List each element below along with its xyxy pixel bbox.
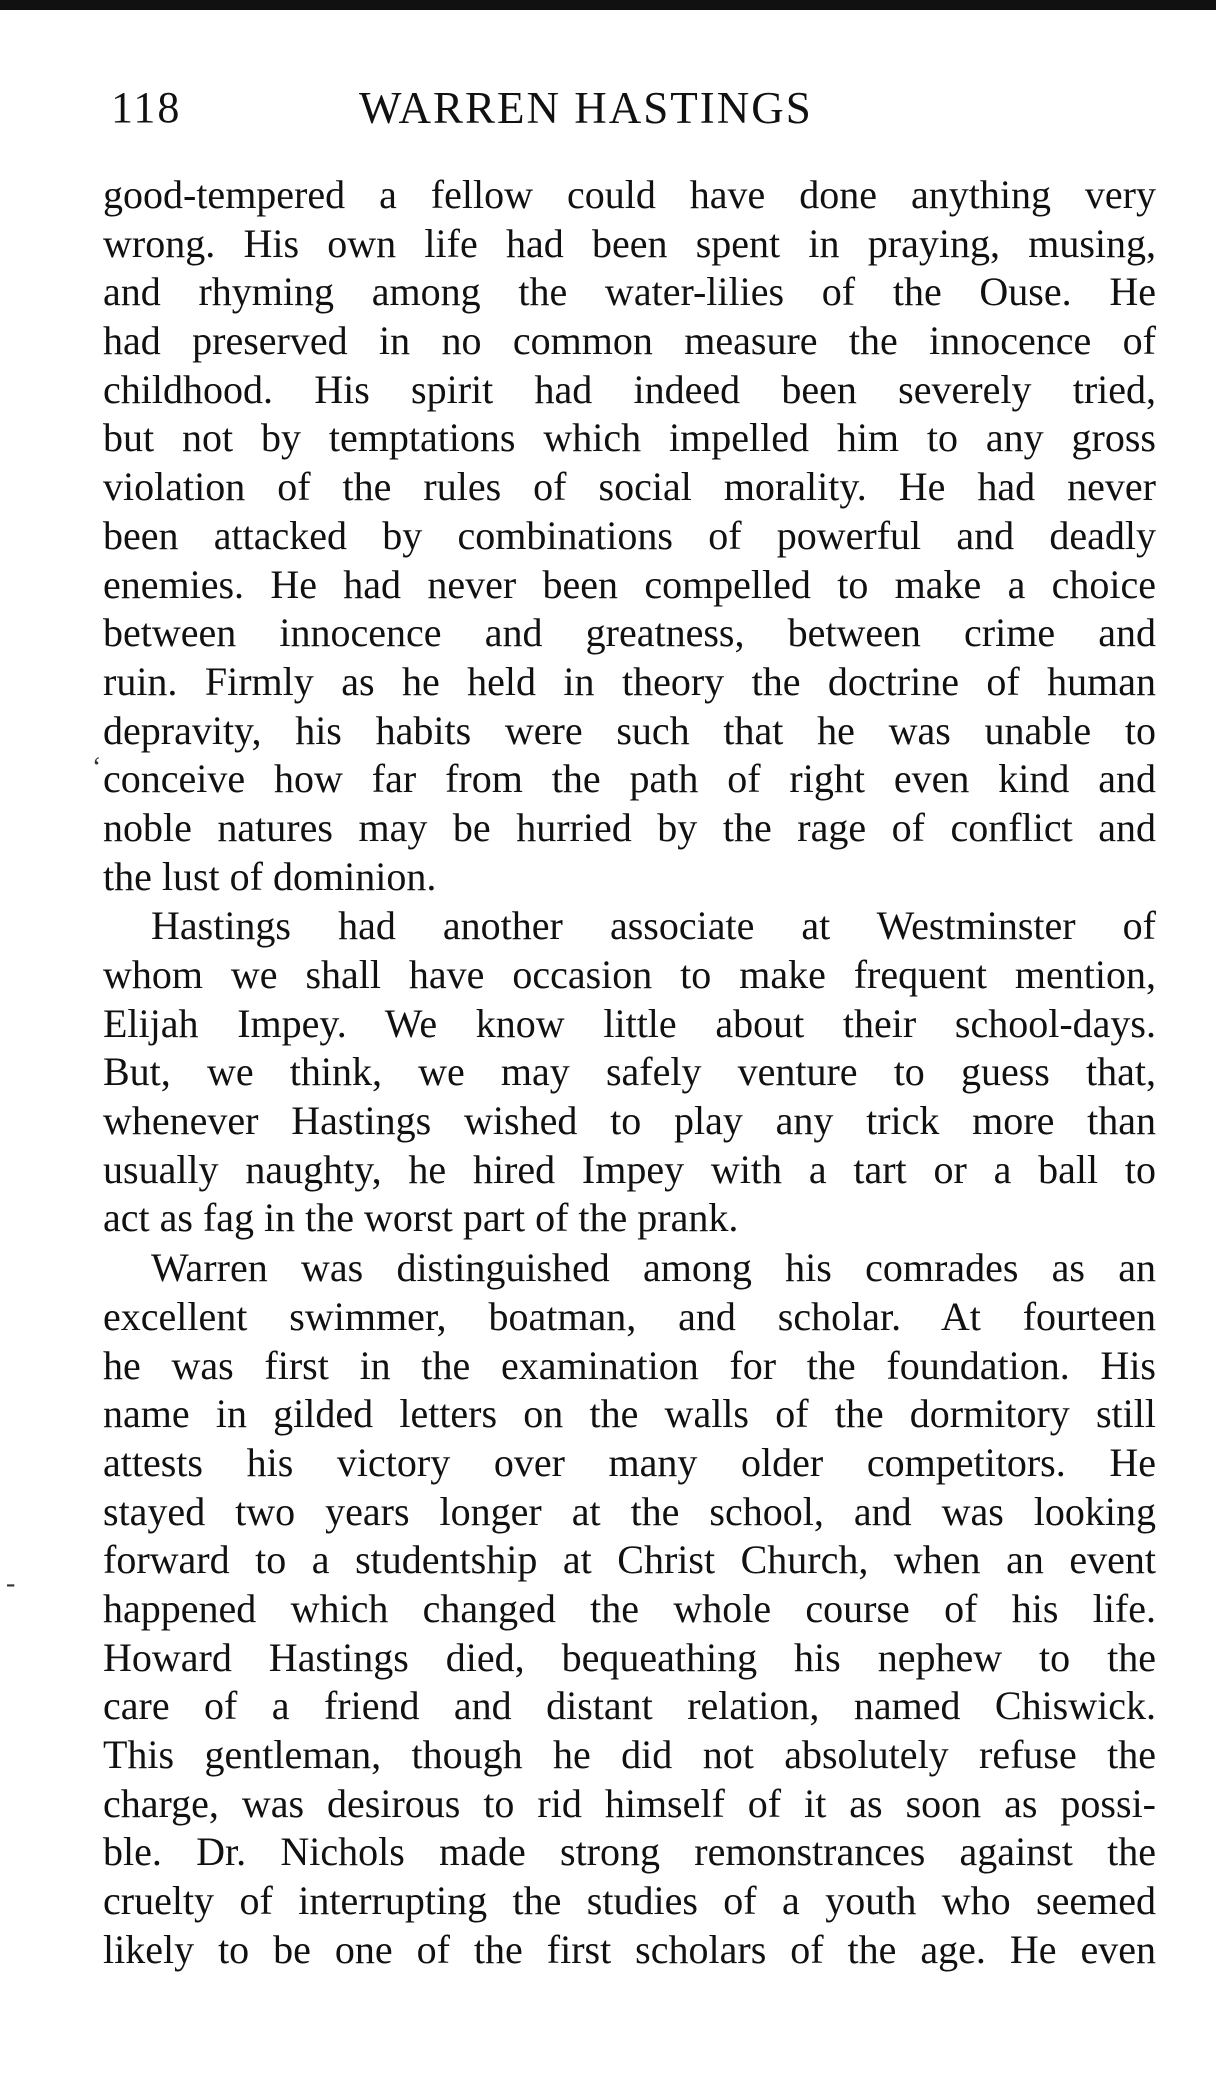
text-line: likely to be one of the first scholars of the age. He even bbox=[103, 1926, 1156, 1972]
text-line: cruelty of interrupting the studies of a youth who seemed bbox=[103, 1878, 1156, 1924]
text-line: good-tempered a fellow could have done anything very bbox=[103, 172, 1156, 217]
text-line: excellent swimmer, boatman, and scholar. At fourteen bbox=[103, 1293, 1156, 1339]
text-line: ruin. Firmly as he held in theory the doctrine of human bbox=[103, 658, 1156, 704]
paragraph bbox=[103, 902, 1156, 1243]
text-line: Howard Hastings died, bequeathing his nephew to the bbox=[103, 1634, 1156, 1680]
text-line: usually naughty, he hired Impey with a tart or a ball to bbox=[103, 1146, 1156, 1192]
text-line: stayed two years longer at the school, and was looking bbox=[103, 1488, 1156, 1534]
text-line: been attacked by combinations of powerful and deadly bbox=[103, 512, 1156, 558]
text-line: childhood. His spirit had indeed been severely tried, bbox=[103, 366, 1156, 412]
running-title: WARREN HASTINGS bbox=[359, 83, 813, 133]
margin-speck: ‘ bbox=[92, 752, 102, 783]
body-text bbox=[103, 171, 1156, 1974]
text-line: Hastings had another associate at Westminster of bbox=[151, 903, 1156, 949]
text-line: violation of the rules of social morality. He had never bbox=[103, 464, 1156, 510]
text-line: Elijah Impey. We know little about their school-days. bbox=[103, 1000, 1156, 1046]
text-line: attests his victory over many older competitors. He bbox=[103, 1439, 1156, 1485]
text-line: he was first in the examination for the foundation. His bbox=[103, 1342, 1156, 1388]
text-line: This gentleman, though he did not absolutely refuse the bbox=[103, 1732, 1156, 1777]
text-line: but not by temptations which impelled him to any gross bbox=[103, 415, 1156, 461]
text-line: whom we shall have occasion to make frequent mention, bbox=[103, 952, 1156, 997]
text-line: noble natures may be hurried by the rage of conflict and bbox=[103, 804, 1156, 850]
text-line: conceive how far from the path of right even kind and bbox=[103, 756, 1156, 802]
text-line: care of a friend and distant relation, named Chiswick. bbox=[103, 1683, 1156, 1729]
text-line: had preserved in no common measure the innocence of bbox=[103, 318, 1156, 364]
text-line: wrong. His own life had been spent in praying, musing, bbox=[103, 220, 1156, 266]
text-line: the lust of dominion. bbox=[103, 853, 437, 899]
paragraph bbox=[103, 171, 1156, 901]
text-line: forward to a studentship at Christ Church, when an event bbox=[103, 1537, 1156, 1583]
text-line: But, we think, we may safely venture to guess that, bbox=[103, 1049, 1156, 1095]
text-line: happened which changed the whole course of his life. bbox=[103, 1585, 1156, 1631]
text-line: whenever Hastings wished to play any trick more than bbox=[103, 1098, 1156, 1144]
text-line: charge, was desirous to rid himself of it as soon as possi- bbox=[103, 1780, 1156, 1826]
margin-dash: - bbox=[6, 1568, 16, 1599]
text-line: name in gilded letters on the walls of the dormitory still bbox=[103, 1391, 1156, 1437]
page-number: 118 bbox=[111, 83, 182, 132]
text-line: and rhyming among the water-lilies of the Ouse. He bbox=[103, 269, 1156, 315]
top-rule bbox=[0, 0, 1216, 10]
text-line: act as fag in the worst part of the prank. bbox=[103, 1195, 739, 1241]
text-line: enemies. He had never been compelled to make a choice bbox=[103, 561, 1156, 607]
text-line: depravity, his habits were such that he was unable to bbox=[103, 707, 1156, 753]
running-head bbox=[103, 82, 1153, 142]
text-line: between innocence and greatness, between crime and bbox=[103, 610, 1156, 656]
text-line: ble. Dr. Nichols made strong remonstrances against the bbox=[103, 1829, 1156, 1875]
paragraph bbox=[103, 1244, 1156, 1974]
text-line: Warren was distinguished among his comrades as an bbox=[151, 1245, 1156, 1291]
